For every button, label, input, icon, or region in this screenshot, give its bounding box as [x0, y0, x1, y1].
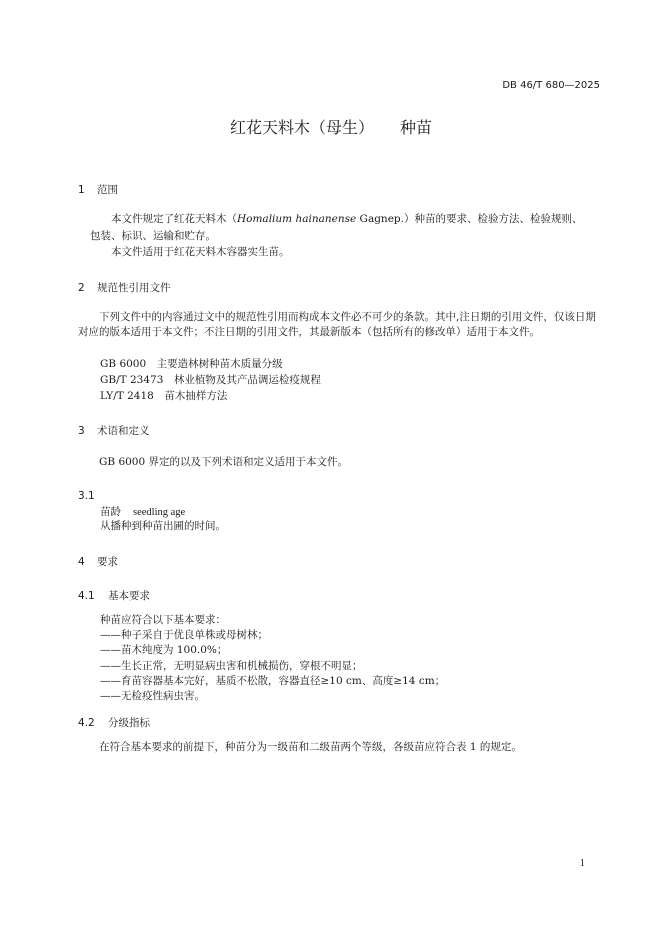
scientific-name: Homalium hainanense: [237, 213, 357, 225]
clause-4-1-title: 基本要求: [108, 590, 150, 602]
term-entry: [100, 505, 185, 520]
section-1-para-2: 本文件适用于红花天料木容器实生苗。: [90, 246, 290, 258]
section-3-title: 术语和定义: [97, 425, 150, 437]
clause-4-1-number: 4.1: [78, 590, 95, 602]
title-sub: 种苗: [400, 118, 433, 137]
section-1-heading: [78, 182, 118, 197]
term-en: seedling age: [133, 507, 186, 518]
para-text: 本文件规定了红花天料木（: [90, 213, 237, 225]
requirement-item: ——种子采自于优良单株或母树林；: [100, 629, 268, 641]
clause-4-2-heading: [78, 715, 150, 730]
clause-3-1-number: 3.1: [78, 490, 95, 502]
section-4-title: 要求: [97, 556, 118, 568]
requirement-item: ——苗木纯度为 100.0%；: [100, 644, 228, 656]
section-2-para-1: 下列文件中的内容通过文中的规范性引用而构成本文件必不可少的条款。其中,注日期的引用文件，仅该日期对应的版本适用于本文件；不注日期的引用文件，其最新版本（包括所有的修改单）适用于本文件。: [78, 311, 596, 338]
section-1-para-1-line-1: [90, 212, 582, 227]
page-number: 1: [579, 858, 585, 869]
section-2-number: 2: [78, 282, 85, 294]
reference-item: GB/T 23473 林业植物及其产品调运检疫规程: [100, 374, 321, 386]
reference-item: LY/T 2418 苗木抽样方法: [100, 390, 228, 402]
document-title: [0, 115, 662, 138]
term-zh: 苗龄: [100, 506, 121, 518]
clause-4-2-para: 在符合基本要求的前提下，种苗分为一级苗和二级苗两个等级，各级苗应符合表 1 的规定。: [78, 741, 522, 753]
section-3-para-1: GB 6000 界定的以及下列术语和定义适用于本文件。: [78, 456, 348, 468]
section-2-heading: [78, 280, 171, 295]
clause-4-2-title: 分级指标: [108, 717, 150, 729]
section-4-number: 4: [78, 556, 85, 568]
reference-item: GB 6000 主要造林树种苗木质量分级: [100, 358, 283, 370]
section-1-number: 1: [78, 184, 85, 196]
term-definition: 从播种到种苗出圃的时间。: [100, 520, 226, 532]
requirement-item: ——生长正常，无明显病虫害和机械损伤，穿根不明显；: [100, 660, 363, 672]
section-4-heading: [78, 554, 118, 569]
clause-4-2-number: 4.2: [78, 717, 95, 729]
clause-4-1-heading: [78, 588, 150, 603]
requirement-item: ——无检疫性病虫害。: [100, 690, 205, 702]
title-main: 红花天料木（母生）: [229, 118, 374, 137]
standard-number: DB 46/T 680—2025: [502, 80, 600, 91]
section-1-para-1-line-2: 包装、标识、运输和贮存。: [90, 230, 216, 242]
section-3-heading: [78, 423, 150, 438]
requirements-intro: 种苗应符合以下基本要求：: [100, 614, 226, 626]
para-text: Gagnep.）种苗的要求、检验方法、检验规则、: [356, 213, 583, 225]
requirement-item: ——育苗容器基本完好，基质不松散，容器直径≥10 cm、高度≥14 cm；: [100, 675, 446, 687]
section-1-title: 范围: [97, 184, 118, 196]
section-3-number: 3: [78, 425, 85, 437]
section-2-title: 规范性引用文件: [97, 282, 171, 294]
